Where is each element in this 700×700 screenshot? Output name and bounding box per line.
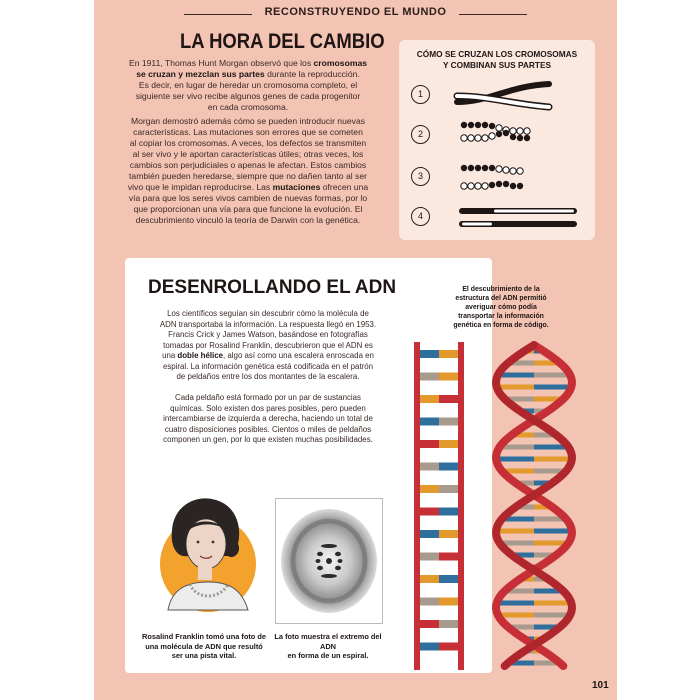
term-mutaciones: mutaciones: [272, 182, 321, 192]
ladder-rung-right: [439, 598, 458, 606]
page-number: 101: [592, 680, 609, 691]
ladder-rung-left: [420, 575, 439, 583]
text-line: genética en forma de código.: [453, 322, 549, 329]
rosalind-franklin-portrait: [138, 492, 258, 612]
ladder-rung-right: [439, 418, 458, 426]
text-line: vivo que le impidan reproducirse. Las mutaciones ofrecen una: [127, 182, 369, 192]
chromosome-title-line: Y COMBINAN SUS PARTES: [442, 60, 552, 70]
xray-photo-frame: [275, 498, 383, 624]
ladder-rung-left: [420, 418, 439, 426]
text-line: Cada peldaño está formado por un par de sustancias: [175, 393, 361, 402]
step-number-4: 4: [411, 207, 430, 226]
ladder-rung-left: [420, 530, 439, 538]
text-line: tomadas por Rosalind Franklin, descubrieron que el ADN es: [163, 340, 373, 350]
text-line: de peldaños entre los dos montantes de la escalera.: [176, 372, 360, 381]
text-line: ADN transportaba la información. La respuesta llegó en 1953.: [159, 319, 377, 329]
text-line: características. Las mutaciones son errores que se cometen: [133, 127, 363, 137]
text-line: Los científicos seguían sin descubrir cómo la molécula de: [167, 309, 369, 318]
text-line: cambios son perjudiciales o apenas le afectan. Estos cambios: [129, 160, 367, 170]
step-number-1: 1: [411, 85, 430, 104]
ladder-rung-right: [439, 553, 458, 561]
text-line: cuatro disposiciones posibles. Cientos o miles de peldaños: [164, 424, 372, 434]
term-cruzan: se cruzan y mezclan sus partes: [136, 69, 265, 79]
text-line: Es decir, en lugar de heredar un cromosoma completo, el: [138, 80, 358, 90]
dna-ladder: [414, 342, 464, 670]
ladder-rung-right: [439, 508, 458, 516]
text-line: en forma de un espiral.: [287, 651, 369, 660]
ladder-rung-right: [439, 373, 458, 381]
ladder-rung-left: [420, 643, 439, 651]
franklin-caption: [134, 632, 274, 661]
ladder-rung-left: [420, 620, 439, 628]
text-line: Rosalind Franklin tomó una foto de: [142, 632, 266, 641]
text-line: espiral. La información genética está codificada en el patrón: [162, 361, 374, 371]
text-line: averiguar cómo podía: [465, 304, 537, 311]
ladder-rung-right: [439, 350, 458, 358]
ladder-rung-left: [420, 508, 439, 516]
text-line: componen un gen, por lo que existen muchas posibilidades.: [163, 435, 373, 444]
dna-heading: DESENROLLANDO EL ADN: [148, 277, 397, 298]
ladder-upright-right: [458, 342, 464, 670]
term-doble-helice: doble hélice: [177, 351, 224, 360]
ladder-rung-left: [420, 350, 439, 358]
section-title: RECONSTRUYENDO EL MUNDO: [264, 6, 447, 18]
text-line: El descubrimiento de la: [462, 286, 540, 293]
text-line: Francis Crick y James Watson, basándose en fotografías: [168, 330, 368, 339]
text-line: Morgan demostró además cómo se pueden introducir nuevas: [130, 116, 366, 126]
text-line: al copiar los cromosomas. A veces, los defectos se transmiten: [129, 138, 367, 148]
book-page: [94, 0, 617, 700]
text-line: también pueden heredarse, siempre que no dañen tanto al ser: [129, 171, 367, 181]
step-number-2: 2: [411, 125, 430, 144]
ladder-rung-right: [439, 530, 458, 538]
text-line: descubrimiento vinculó la teoría de Darwin con la genética.: [135, 215, 361, 225]
ladder-rung-right: [439, 395, 458, 403]
ladder-rung-left: [420, 598, 439, 606]
text-line: en cada cromosoma.: [207, 102, 289, 112]
text-line: ser una pista vital.: [171, 651, 237, 660]
text-line: se cruzan y mezclan sus partes durante la reproducción.: [136, 69, 360, 79]
term-cromosomas: cromosomas: [313, 58, 368, 68]
ladder-rung-right: [439, 643, 458, 651]
text-line: En 1911, Thomas Hunt Morgan observó que los cromosomas: [128, 58, 368, 68]
chromosome-title-line: CÓMO SE CRUZAN LOS CROMOSOMAS: [416, 49, 578, 59]
ladder-rung-right: [439, 485, 458, 493]
ladder-rung-left: [420, 485, 439, 493]
text-line: transportar la información: [458, 313, 544, 320]
ladder-rung-left: [420, 373, 439, 381]
ladder-rung-left: [420, 463, 439, 471]
ladder-rung-left: [420, 395, 439, 403]
dna-double-helix: [496, 345, 572, 666]
text-line: químicas. Solo existen dos pares posibles, pero pueden: [170, 403, 366, 413]
ladder-rung-right: [439, 620, 458, 628]
ladder-rung-right: [439, 575, 458, 583]
text-line: una molécula de ADN que resultó: [145, 641, 263, 651]
ladder-rung-right: [439, 463, 458, 471]
ladder-rung-left: [420, 440, 439, 448]
dna-xray-photo: [276, 499, 382, 623]
text-line: estructura del ADN permitió: [455, 295, 547, 302]
ladder-rung-left: [420, 553, 439, 561]
ladder-rung-right: [439, 440, 458, 448]
text-line: vía para que los seres vivos cambien de nuevas formas, por lo: [128, 193, 368, 203]
text-line: siguiente ser vivo recibe algunos genes de cada progenitor: [135, 91, 361, 101]
change-heading: LA HORA DEL CAMBIO: [180, 30, 385, 53]
text-line: La foto muestra el extremo del ADN: [274, 632, 382, 651]
ladder-upright-left: [414, 342, 420, 670]
text-line: al ser vivo y le aportan características útiles; otras veces, los: [132, 149, 364, 159]
step-number-3: 3: [411, 167, 430, 186]
text-line: intercambiarse de izquierda a derecha, haciendo un total de: [163, 414, 373, 423]
text-line: una doble hélice, algo así como una escalera enroscada en: [162, 351, 374, 360]
text-line: que proporcionan una vía para que funcione la evolución. El: [133, 204, 363, 214]
photo-caption: [268, 632, 388, 661]
